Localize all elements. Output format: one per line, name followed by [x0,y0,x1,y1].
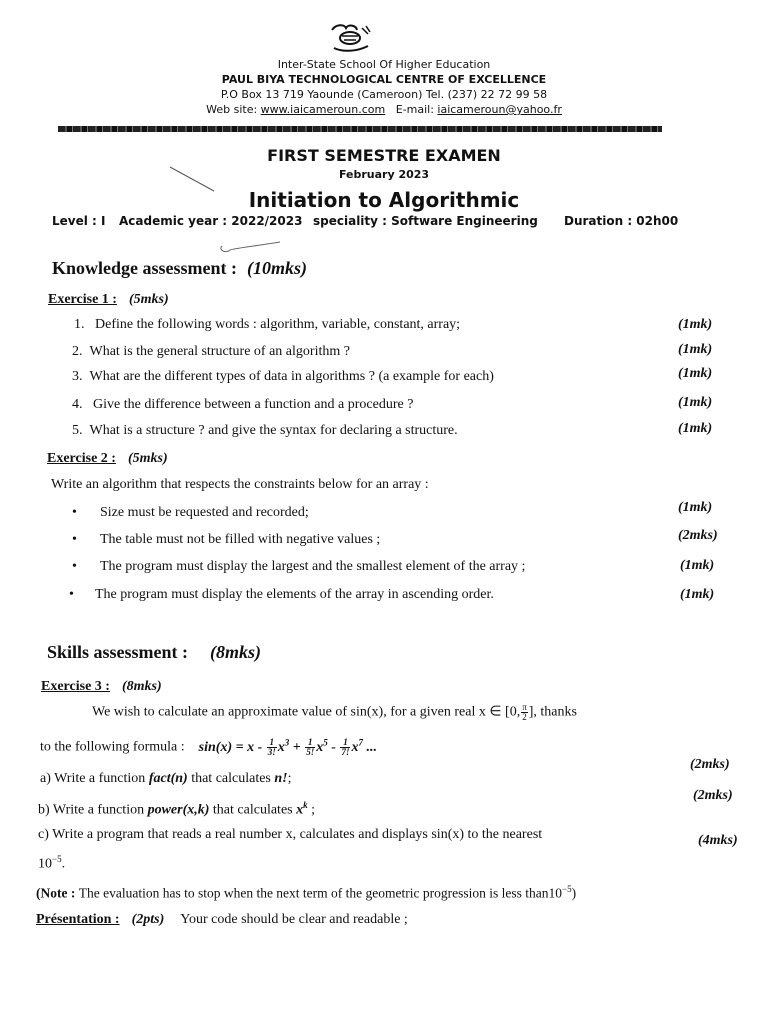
address: P.O Box 13 719 Yaounde (Cameroon) Tel. (237) 22 72 99 58 [220,88,548,101]
bullet-item: • [72,505,77,520]
skills-heading [47,642,261,663]
note: (Note : The evaluation has to stop when the next term of the geometric progression is less $than10^{-5}$) [36,884,577,901]
header-divider [58,126,662,132]
knowledge-heading [52,258,307,279]
constraint-3-points: (1mk) [680,558,715,573]
email-link[interactable]: iaicameroun@yahoo.fr [437,103,562,116]
contact-line [0,103,768,116]
school-logo [326,22,374,56]
knowledge-marks: (10mks) [247,258,307,278]
duration: Duration : 02h00 [564,214,679,228]
exercise-3-marks: (8mks) [121,679,162,694]
presentation-line [36,910,408,928]
bullet-item: • [72,559,77,574]
skills-marks: (8mks) [210,642,262,662]
exam-date: February 2023 [338,168,430,181]
exercise-1-marks: (5mks) [128,292,169,307]
question-3: 3. What are the different types of data in algorithms ? (a example for each) [72,369,494,384]
part-a-points: (2mks) [690,757,730,772]
exercise-3-label: Exercise 3 : [41,679,110,694]
constraint-3: The program must display the largest and the smallest element of the array ; [100,559,526,574]
exercise-2-marks: (5mks) [127,451,168,466]
sine-formula: sin(x) = x - $\frac{1}{3!}$ $x^3$ + $\frac{1}{5!}$ $x^5$ - $\frac{1}{7!}$ $x^7$ ... [198,736,377,757]
knowledge-title: Knowledge assessment : [52,258,237,278]
question-4: 4. Give the difference between a function and a procedure ? [72,397,414,412]
skills-title: Skills assessment : [47,642,189,662]
part-c-precision: $10^{-5}$. [38,854,66,872]
exercise-2-intro: Write an algorithm that respects the constraints below for an array : [51,477,429,492]
question-2: 2. What is the general structure of an algorithm ? [72,344,350,359]
constraint-1: Size must be requested and recorded; [100,505,309,520]
part-c: c) Write a program that reads a real number x, calculates and displays sin(x) to the nearest [38,827,543,842]
exercise-2-label: Exercise 2 : [47,451,116,466]
presentation-points: (2pts) [131,912,165,927]
school-name: Inter-State School Of Higher Education [277,58,491,71]
presentation-label: Présentation : [36,912,120,927]
exercise-2-heading [47,449,168,467]
constraint-4-points: (1mk) [680,587,715,602]
part-c-points: (4mks) [698,833,738,848]
question-4-points: (1mk) [678,395,713,410]
question-3-points: (1mk) [678,366,713,381]
bullet-item: • [72,532,77,547]
question-5-points: (1mk) [678,421,713,436]
level: Level : I [52,214,106,228]
course-title: Initiation to Algorithmic [248,188,520,212]
exercise-3-heading [41,677,162,695]
constraint-1-points: (1mk) [678,500,713,515]
web-link[interactable]: www.iaicameroun.com [260,103,386,116]
presentation-text: Your code should be clear and readable ; [180,912,408,927]
question-5: 5. What is a structure ? and give the syntax for declaring a structure. [72,423,458,438]
part-a: a) Write a function fact(n) that calculates n!; [40,771,292,786]
question-1-points: (1mk) [678,317,713,332]
centre-name: PAUL BIYA TECHNOLOGICAL CENTRE OF EXCELLENCE [221,73,547,86]
part-b-points: (2mks) [693,788,733,803]
bullet-item: • [69,587,74,602]
part-b: b) Write a function power(x,k) that calculates $x^k$ ; [38,800,315,818]
web-label: Web site: [206,103,261,116]
exam-title: FIRST SEMESTRE EXAMEN [267,146,501,165]
academic-year: Academic year : 2022/2023 [119,214,303,228]
constraint-2: The table must not be filled with negative values ; [100,532,381,547]
question-1: 1. Define the following words : algorithm, variable, constant, array; [74,317,461,332]
question-2-points: (1mk) [678,342,713,357]
constraint-4: The program must display the elements of the array in ascending order. [95,587,494,602]
constraint-2-points: (2mks) [678,528,718,543]
speciality: speciality : Software Engineering [313,214,538,228]
pen-mark [168,165,218,195]
email-label: E-mail: [385,103,438,116]
exercise-1-heading [48,290,169,308]
exercise-1-label: Exercise 1 : [48,292,117,307]
formula-lead: to the following formula : [40,739,185,755]
formula-line [40,737,377,757]
exercise-3-intro: We wish to calculate an approximate value of sin(x), for a given real x ∈ [0, $\frac{\pi}{2}$ ], thanks [92,702,577,722]
